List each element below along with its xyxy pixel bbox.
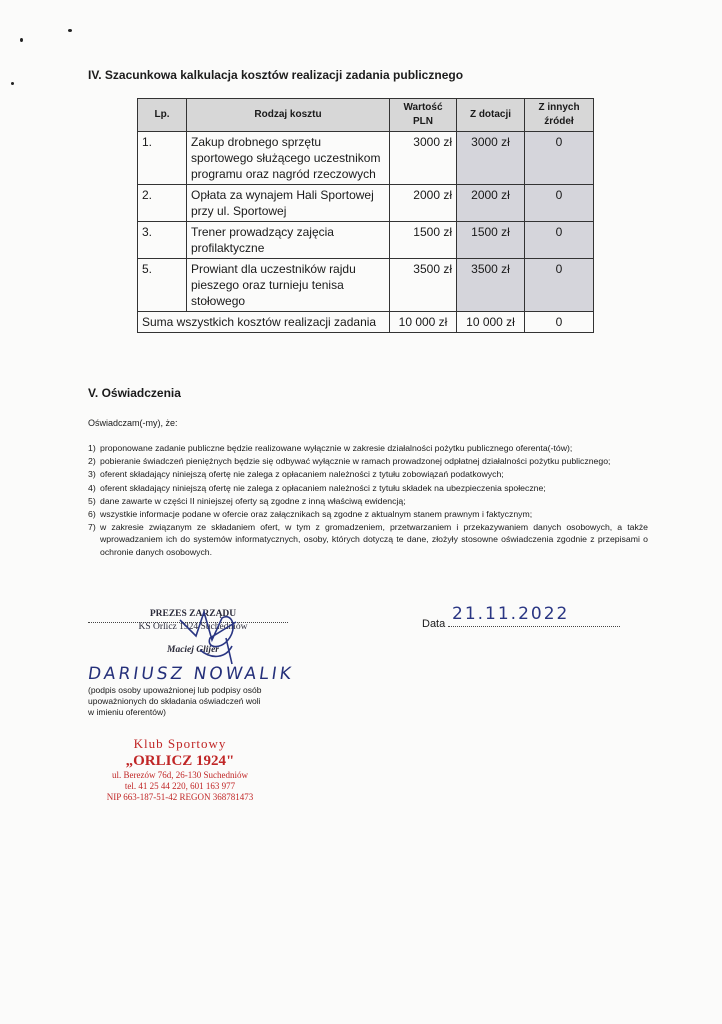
club-stamp	[60, 736, 300, 803]
cell-type: Trener prowadzący zajęcia profilaktyczne	[187, 222, 390, 259]
scan-speck	[11, 82, 14, 85]
club-stamp-name: „ORLICZ 1924"	[125, 753, 235, 769]
cell-grant: 2000 zł	[457, 185, 525, 222]
item-number: 1)	[88, 443, 96, 453]
cell-other: 0	[525, 185, 594, 222]
item-text: oferent składający niniejszą ofertę nie zalega z opłacaniem należności z tytułu zobowiązań podatkowych;	[100, 469, 504, 480]
table-row	[138, 222, 594, 259]
cell-value: 3000 zł	[390, 132, 457, 185]
item-text: dane zawarte w części II niniejszej oferty są zgodne z inną właściwą ewidencją;	[100, 495, 406, 506]
president-stamp	[88, 608, 298, 657]
col-header-lp: Lp.	[138, 99, 187, 132]
sum-label: Suma wszystkich kosztów realizacji zadania	[138, 312, 390, 333]
cell-value: 1500 zł	[390, 222, 457, 259]
cell-type: Zakup drobnego sprzętu sportowego służącego uczestnikom programu oraz nagród rzeczowych	[187, 132, 390, 185]
cell-lp: 2.	[138, 185, 187, 222]
cell-value: 3500 zł	[390, 259, 457, 312]
section-5-title: V. Oświadczenia	[88, 386, 181, 400]
scan-speck	[20, 38, 23, 42]
item-number: 7)	[88, 522, 96, 533]
list-item	[88, 455, 648, 467]
stamp-name: Maciej Glijer	[167, 645, 219, 655]
club-stamp-address: ul. Berezów 76d, 26-130 Suchedniów	[112, 770, 248, 780]
cell-grant: 3500 zł	[457, 259, 525, 312]
cell-lp: 3.	[138, 222, 187, 259]
list-item	[88, 495, 648, 507]
sum-grant: 10 000 zł	[457, 312, 525, 333]
list-item	[88, 521, 648, 558]
item-text: oferent składający niniejszą ofertę nie zalega z opłacaniem należności z tytułu składek na ubezpieczenia społeczne;	[100, 482, 546, 493]
col-header-value: Wartość PLN	[390, 99, 457, 132]
item-text: proponowane zadanie publiczne będzie realizowane wyłącznie w zakresie działalności pożytku publicznego oferenta(-tów);	[100, 443, 573, 453]
cell-grant: 3000 zł	[457, 132, 525, 185]
cell-other: 0	[525, 132, 594, 185]
list-item	[88, 482, 648, 494]
cell-value: 2000 zł	[390, 185, 457, 222]
table-row	[138, 259, 594, 312]
list-item	[88, 468, 648, 480]
stamp-org: KS Orlicz 1924 Suchedniów	[138, 622, 248, 632]
sum-value: 10 000 zł	[390, 312, 457, 333]
col-header-other: Z innych źródeł	[525, 99, 594, 132]
cost-table-header	[138, 99, 594, 132]
cost-table	[137, 98, 594, 333]
item-text: wszystkie informacje podane w ofercie oraz załącznikach są zgodne z aktualnym stanem prawnym i faktycznym;	[100, 509, 533, 520]
item-number: 6)	[88, 509, 96, 520]
club-stamp-ids: NIP 663-187-51-42 REGON 368781473	[106, 792, 254, 802]
item-text: w zakresie związanym ze składaniem ofert, w tym z gromadzeniem, przetwarzaniem i przekazywaniem danych osobowych, a także wprowadzaniem ich do systemów informatycznych, osoby, których dotyczą te dane, złożyły stosowne oświadczenia zgodnie z przepisami o ochronie danych osobowych.	[100, 522, 648, 557]
stamp-title: PREZES ZARZĄDU	[149, 609, 237, 619]
item-number: 5)	[88, 495, 96, 506]
date-label: Data	[422, 618, 446, 630]
cell-grant: 1500 zł	[457, 222, 525, 259]
date-dotted-line	[448, 626, 620, 627]
item-number: 4)	[88, 482, 96, 493]
date-value: 21.11.2022	[452, 604, 570, 624]
declarations-list	[88, 442, 648, 559]
section-4-title: IV. Szacunkowa kalkulacja kosztów realizacji zadania publicznego	[88, 68, 464, 82]
handwritten-name: DARIUSZ NOWALIK	[86, 664, 296, 684]
cell-other: 0	[525, 259, 594, 312]
item-text: pobieranie świadczeń pieniężnych będzie się odbywać wyłącznie w ramach prowadzonej odpłatnej działalności pożytku publicznego;	[100, 456, 611, 467]
club-stamp-line: Klub Sportowy	[133, 736, 227, 751]
cell-other: 0	[525, 222, 594, 259]
col-header-type: Rodzaj kosztu	[187, 99, 390, 132]
col-header-grant: Z dotacji	[457, 99, 525, 132]
sum-other: 0	[525, 312, 594, 333]
table-row	[138, 132, 594, 185]
club-stamp-phone: tel. 41 25 44 220, 601 163 977	[124, 781, 236, 791]
cell-lp: 1.	[138, 132, 187, 185]
list-item	[88, 508, 648, 520]
table-sum-row	[138, 312, 594, 333]
cell-type: Opłata za wynajem Hali Sportowej przy ul. Sportowej	[187, 185, 390, 222]
item-number: 2)	[88, 456, 96, 467]
cell-lp: 5.	[138, 259, 187, 312]
table-row	[138, 185, 594, 222]
list-item	[88, 442, 648, 454]
item-number: 3)	[88, 469, 96, 480]
declarations-intro: Oświadczam(-my), że:	[88, 418, 178, 428]
signature-caption: (podpis osoby upoważnionej lub podpisy osób upoważnionych do składania oświadczeń woli w imieniu oferentów)	[88, 685, 262, 717]
scan-speck	[68, 29, 72, 32]
cell-type: Prowiant dla uczestników rajdu pieszego oraz turnieju tenisa stołowego	[187, 259, 390, 312]
